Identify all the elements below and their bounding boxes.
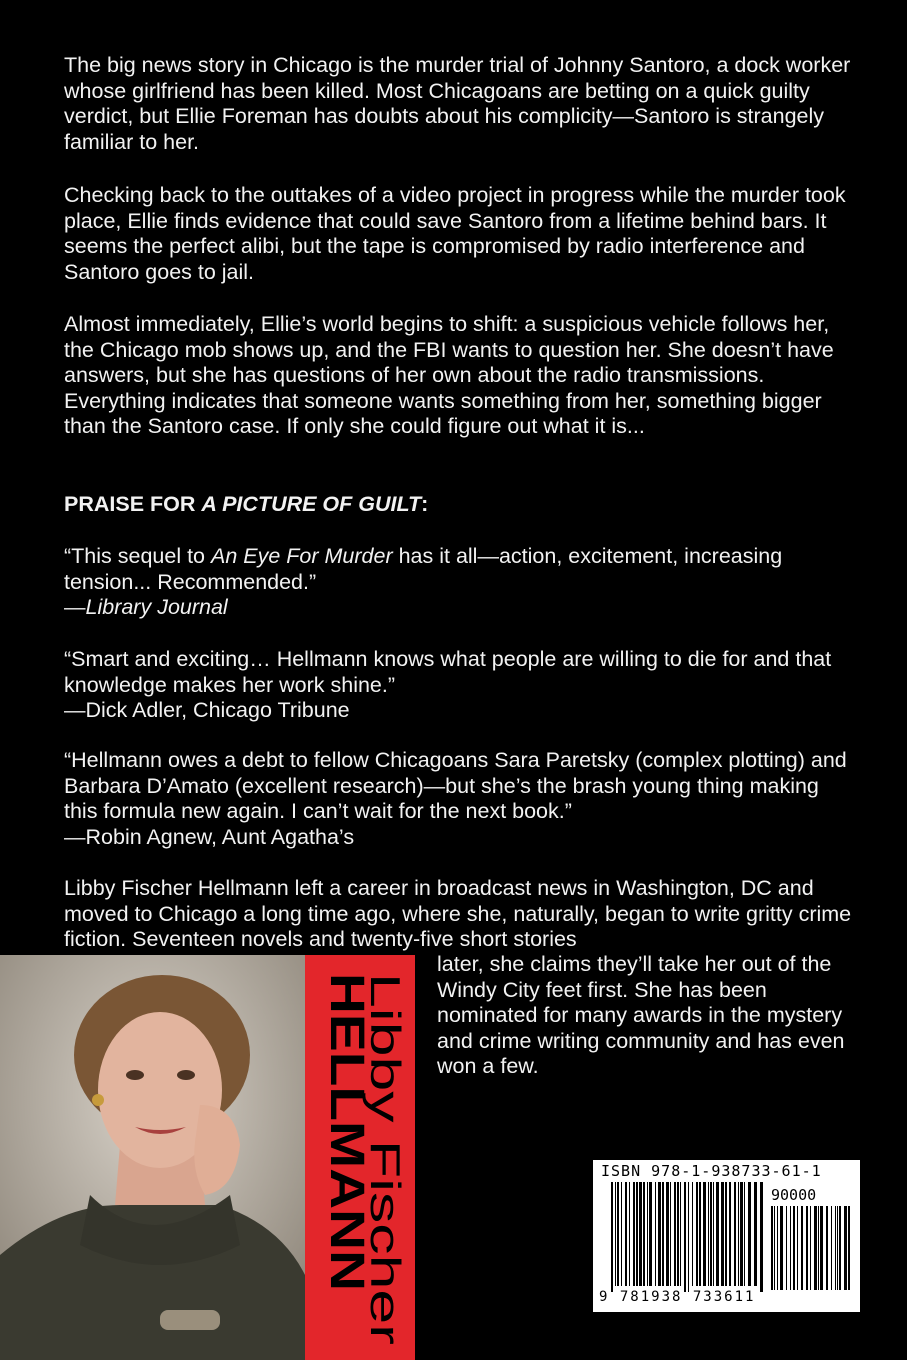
author-photo	[0, 955, 305, 1360]
praise-quote-2	[64, 647, 854, 724]
barcode-bar	[615, 1182, 616, 1286]
isbn-barcode	[593, 1160, 860, 1312]
barcode-addon-bar	[837, 1206, 838, 1290]
barcode-addon-bar	[848, 1206, 850, 1290]
ean-remaining-digits: 781938 733611	[619, 1289, 756, 1305]
ean-first-digit: 9	[599, 1289, 610, 1305]
barcode-bar	[621, 1182, 622, 1286]
barcode-bar	[647, 1182, 648, 1286]
ean-number	[599, 1289, 755, 1305]
barcode-bar	[662, 1182, 664, 1286]
barcode-bar	[721, 1182, 724, 1286]
barcode-addon-bar	[786, 1206, 787, 1290]
barcode-bar	[617, 1182, 619, 1286]
barcode-bar	[688, 1182, 689, 1292]
quote-1-source: Library Journal	[85, 595, 228, 619]
synopsis-paragraph-1: The big news story in Chicago is the murder trial of Johnny Santoro, a dock worker whose girlfriend has been killed. Most Chicagoans are betting on a quick guilty verdict, but Ellie Foreman has doubts about his complicity—Santoro is strangely familiar to her.	[64, 53, 851, 154]
quote-1-attribution	[64, 595, 854, 621]
barcode-addon-bar	[806, 1206, 808, 1290]
barcode-bar	[643, 1182, 645, 1286]
barcode-addon-bar	[820, 1206, 823, 1290]
barcode-addon-bar	[771, 1206, 773, 1290]
barcode-bar	[725, 1182, 727, 1286]
quote-2-attribution: —Dick Adler, Chicago Tribune	[64, 698, 350, 722]
barcode-addon-bar	[780, 1206, 783, 1290]
barcode-addon-bar	[835, 1206, 836, 1290]
barcode-bar	[670, 1182, 671, 1286]
barcode-bar	[760, 1182, 763, 1292]
barcode-bar	[738, 1182, 739, 1286]
author-last-name: HELLMANN	[320, 973, 373, 1243]
price-code: 90000	[771, 1186, 817, 1204]
barcode-bar	[625, 1182, 627, 1286]
barcode-bar	[611, 1182, 613, 1292]
barcode-addon-bar	[831, 1206, 832, 1290]
barcode-addon-bar	[790, 1206, 791, 1290]
quote-3-attribution: —Robin Agnew, Aunt Agatha’s	[64, 824, 355, 849]
barcode-bar	[710, 1182, 712, 1286]
barcode-bar	[729, 1182, 731, 1286]
barcode-bar	[748, 1182, 751, 1286]
author-name-vertical	[305, 955, 415, 1360]
praise-heading	[64, 492, 854, 518]
barcode-addon-bar	[814, 1206, 817, 1290]
barcode-bar	[636, 1182, 638, 1286]
barcode-bar	[703, 1182, 706, 1286]
author-bio-side: later, she claims they’ll take her out of the Windy City feet first. She has been nominated for many awards in the mystery and crime writing community and has even won a few.	[437, 952, 845, 1078]
barcode-bar	[658, 1182, 661, 1286]
synopsis-paragraph-2: Checking back to the outtakes of a video project in progress while the murder took place, Ellie finds evidence that could save Santoro from a lifetime behind bars. It seems the perfect alibi, but the tape is compromised by radio interference and Santoro goes to jail.	[64, 183, 846, 284]
barcode-bar	[734, 1182, 736, 1286]
barcode-addon-bar	[844, 1206, 847, 1290]
barcode-bar	[674, 1182, 676, 1286]
barcode-bar	[708, 1182, 709, 1286]
praise-heading-suffix: :	[421, 492, 429, 516]
barcode-addon-bar	[818, 1206, 819, 1290]
barcode-bar	[684, 1182, 686, 1292]
author-bio-top: Libby Fischer Hellmann left a career in broadcast news in Washington, DC and moved to Chicago a long time ago, where she, naturally, began to write gritty crime fiction. Seventeen novels and twenty-five short stories	[64, 876, 852, 951]
barcode-bar	[649, 1182, 652, 1286]
author-first-name: Libby Fischer	[362, 973, 409, 1223]
barcode-addon-bar	[810, 1206, 811, 1290]
author-portrait-illustration	[0, 955, 305, 1360]
quote-1-post: has it all—action, excitement, increasing tension... Recommended.”	[64, 544, 783, 594]
barcode-bar	[629, 1182, 630, 1286]
barcode-bar	[677, 1182, 679, 1286]
barcode-bar	[696, 1182, 698, 1286]
praise-quote-1	[64, 544, 854, 621]
barcode-bar	[680, 1182, 681, 1286]
barcode-bar	[754, 1182, 757, 1286]
barcode-addon-bar	[793, 1206, 795, 1290]
praise-heading-prefix: PRAISE FOR	[64, 492, 202, 516]
synopsis-paragraph-3: Almost immediately, Ellie’s world begins to shift: a suspicious vehicle follows her, the Chicago mob shows up, and the FBI wants to question her. She doesn’t have answers, but she has questions of her own about the radio transmissions. Everything indicates that someone wants something from her, something bigger than the Santoro case. If only she could figure out what it is...	[64, 312, 834, 438]
barcode-bar	[655, 1182, 656, 1286]
barcode-bar	[692, 1182, 693, 1286]
quote-1-dash: —	[64, 595, 86, 619]
barcode-addon-bar	[777, 1206, 778, 1290]
barcode-addon-bar	[826, 1206, 828, 1290]
barcode-bar	[699, 1182, 701, 1286]
barcode-addon-bar	[839, 1206, 841, 1290]
barcode-bar	[740, 1182, 743, 1286]
praise-quote-3	[64, 748, 854, 850]
barcode-bar	[744, 1182, 745, 1286]
quote-1-book-title: An Eye For Murder	[210, 544, 393, 568]
barcode-bar	[713, 1182, 714, 1286]
barcode-bar	[716, 1182, 719, 1286]
barcode-bar	[633, 1182, 635, 1286]
quote-3-text: “Hellmann owes a debt to fellow Chicagoans Sara Paretsky (complex plotting) and Barbara D’Amato (excellent research)—but she’s the brash young thing making this formula new again. I can’t wait for the next book.”	[64, 748, 847, 823]
isbn-number: ISBN 978-1-938733-61-1	[601, 1162, 822, 1180]
barcode-addon-bar	[797, 1206, 798, 1290]
quote-1-pre: “This sequel to	[64, 544, 211, 568]
barcode-bar	[639, 1182, 642, 1286]
barcode-addon-bar	[801, 1206, 803, 1290]
barcode-bar	[666, 1182, 669, 1286]
praise-heading-title: A PICTURE OF GUILT	[201, 492, 422, 516]
quote-2-text: “Smart and exciting… Hellmann knows what people are willing to die for and that knowledge makes her work shine.”	[64, 647, 832, 697]
barcode-addon-bar	[774, 1206, 775, 1290]
